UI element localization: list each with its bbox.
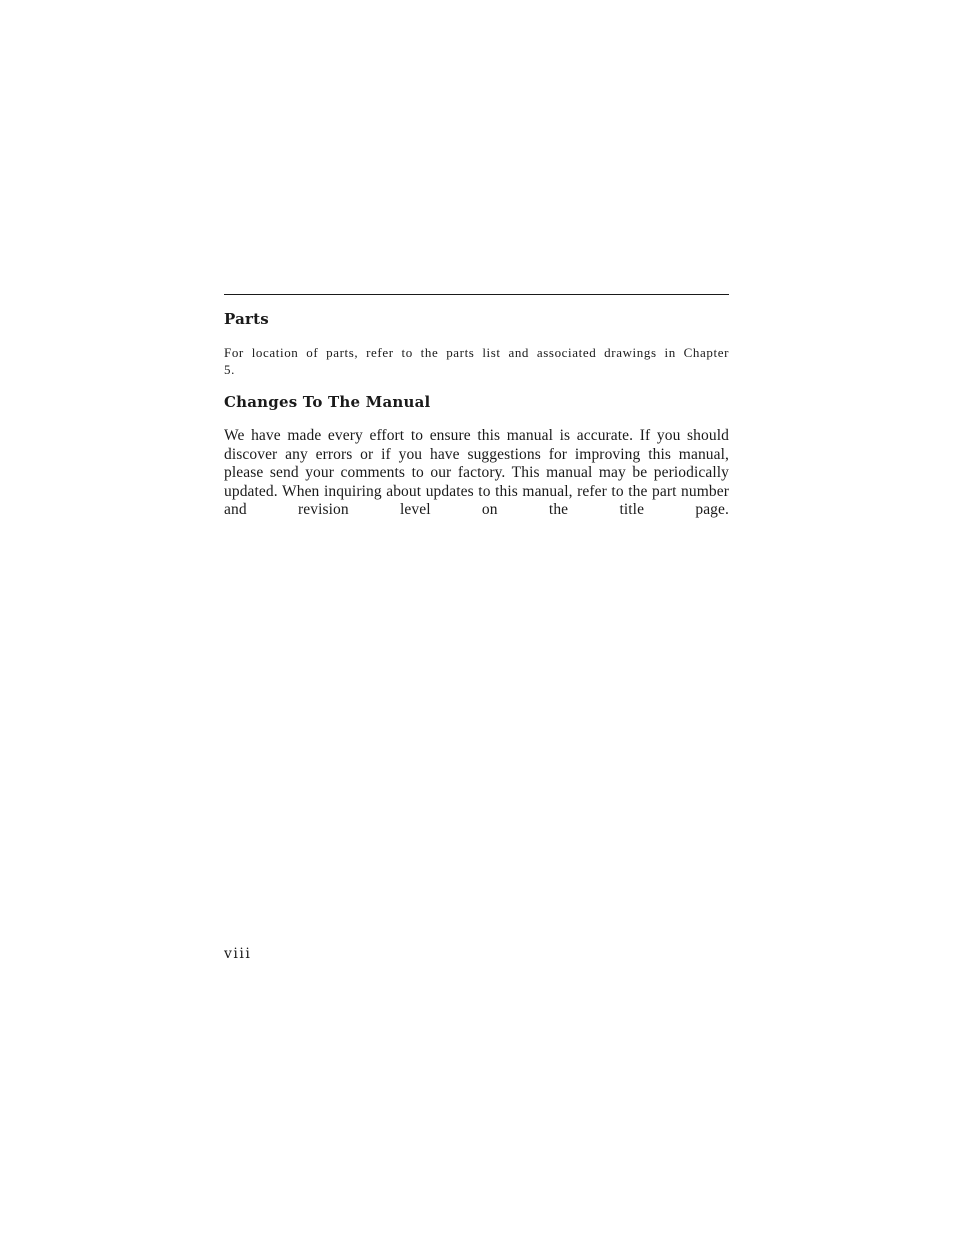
page-content (224, 294, 729, 520)
header-rule (224, 294, 729, 295)
parts-heading: Parts (224, 310, 269, 328)
changes-heading: Changes To The Manual (224, 393, 431, 411)
changes-paragraph: We have made every effort to ensure this manual is accurate. If you should discover any errors or if you have suggestions for improving this manual, please send your comments to our factory. This manual may be periodically updated. When inquiring about updates to this manual, refer to the part number and revision level on the title page. (224, 427, 729, 519)
parts-paragraph: For location of parts, refer to the parts list and associated drawings in Chapter 5. (224, 345, 729, 377)
page-number: viii (224, 946, 252, 962)
